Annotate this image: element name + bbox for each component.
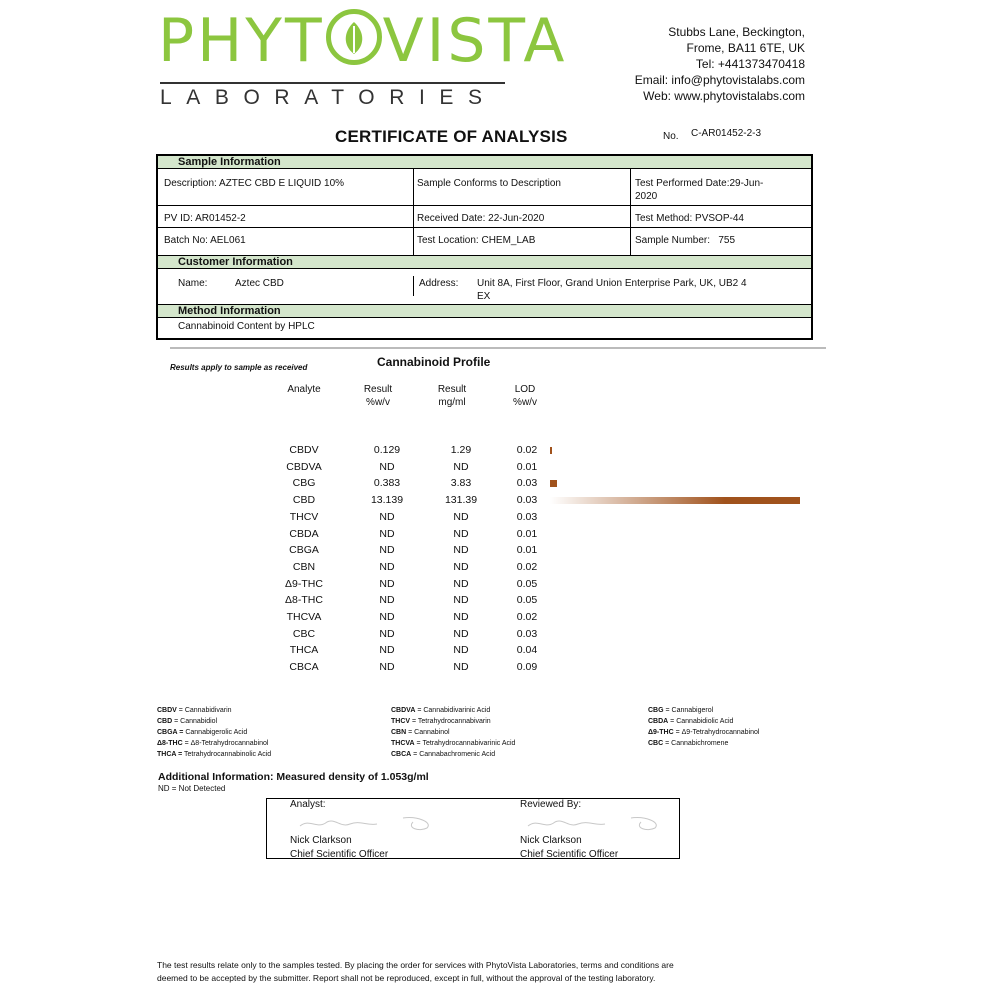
- analyte-name: CBDVA: [286, 460, 322, 473]
- result-mg: ND: [453, 577, 469, 590]
- customer-name-label: Name:: [178, 278, 208, 289]
- result-pct: ND: [379, 577, 395, 590]
- analyte-name: CBGA: [289, 544, 319, 557]
- result-pct: 0.383: [373, 477, 401, 490]
- result-pct: ND: [379, 644, 395, 657]
- lod-value: 0.02: [516, 611, 538, 623]
- header-lod: LOD %w/v: [513, 384, 537, 408]
- lod-value: 0.03: [516, 627, 538, 640]
- certificate-number: C-AR01452-2-3: [691, 128, 762, 139]
- address-line: Web: www.phytovistalabs.com: [643, 89, 805, 103]
- analyte-name: CBDV: [289, 444, 319, 456]
- address-line: Stubbs Lane, Beckington,: [668, 25, 805, 39]
- result-pct: ND: [379, 510, 395, 523]
- result-mg: ND: [453, 544, 469, 557]
- description: Description: AZTEC CBD E LIQUID 10%: [164, 178, 345, 189]
- analyte-name: CBDA: [289, 527, 319, 540]
- divider: [413, 169, 414, 255]
- reviewer-signature: [523, 812, 663, 834]
- result-pct: 13.139: [370, 494, 404, 507]
- result-mg: ND: [453, 510, 469, 523]
- sample-conforms: Sample Conforms to Description: [417, 178, 561, 189]
- result-mg: ND: [453, 644, 469, 657]
- abbreviations-col2: [391, 705, 515, 760]
- result-pct: ND: [379, 460, 395, 473]
- divider: [630, 169, 631, 255]
- abbreviation-entry: CBN = Cannabinol: [391, 729, 450, 736]
- analyst-name: Nick Clarkson: [290, 835, 352, 846]
- additional-info: Additional Information: Measured density of 1.053g/ml: [158, 771, 429, 783]
- analyte-name: THCA: [289, 644, 319, 657]
- method-info-heading: Method Information: [158, 305, 811, 318]
- results-note: Results apply to sample as received: [170, 363, 308, 372]
- result-mg: ND: [453, 661, 469, 674]
- header-result-mg: Result mg/ml: [437, 384, 467, 408]
- logo-subtitle: LABORATORIES: [160, 86, 497, 109]
- analyst-title: Chief Scientific Officer: [290, 849, 389, 860]
- result-mg: 3.83: [450, 477, 472, 490]
- sample-number: Sample Number: 755: [635, 235, 736, 246]
- analyte-name: THCV: [289, 510, 319, 523]
- abbreviation-entry: Δ9-THC = Δ9-Tetrahydrocannabinol: [648, 729, 760, 736]
- result-pct: ND: [379, 661, 395, 674]
- divider: [158, 205, 811, 206]
- abbreviation-entry: THCV = Tetrahydrocannabivarin: [391, 718, 491, 725]
- abbreviation-entry: CBCA = Cannabachromenic Acid: [391, 751, 496, 758]
- analyte-name: CBN: [292, 560, 316, 573]
- reviewer-title: Chief Scientific Officer: [520, 849, 619, 860]
- abbreviation-entry: CBG = Cannabigerol: [648, 707, 714, 714]
- analyte-name: CBD: [292, 494, 316, 507]
- abbreviation-entry: THCVA = Tetrahydrocannabivarinic Acid: [391, 740, 516, 747]
- analyte-name: Δ8-THC: [285, 594, 323, 607]
- result-mg: 1.29: [450, 444, 472, 456]
- lod-value: 0.01: [516, 460, 538, 473]
- sample-info-heading: Sample Information: [158, 156, 811, 169]
- reviewer-label: Reviewed By:: [520, 799, 582, 810]
- result-mg: ND: [453, 611, 469, 623]
- analyte-name: CBG: [292, 477, 316, 490]
- certificate-title: CERTIFICATE OF ANALYSIS: [335, 127, 568, 146]
- test-method: Test Method: PVSOP-44: [635, 213, 744, 224]
- abbreviation-entry: CBDV = Cannabidivarin: [157, 707, 232, 714]
- customer-address-label: Address:: [419, 278, 459, 289]
- result-pct: ND: [379, 527, 395, 540]
- lod-value: 0.01: [516, 544, 538, 557]
- lod-value: 0.09: [516, 661, 538, 674]
- lab-address: [635, 24, 805, 104]
- analyst-label: Analyst:: [290, 799, 326, 810]
- result-pct: ND: [379, 611, 395, 623]
- footer-disclaimer: The test results relate only to the samples tested. By placing the order for services with PhytoVista Laboratories, terms and conditions are deemed to be accepted by the submitter. Report shall not be reproduced, except in full, without the approval of the testing laboratory.: [157, 960, 674, 983]
- section-rule: [170, 347, 826, 349]
- received-date: Received Date: 22-Jun-2020: [417, 213, 545, 224]
- abbreviation-entry: CBDA = Cannabidiolic Acid: [648, 718, 734, 725]
- abbreviations-col3: [648, 705, 759, 749]
- abbreviation-entry: CBC = Cannabichromene: [648, 740, 729, 747]
- abbreviation-entry: CBD = Cannabidiol: [157, 718, 218, 725]
- batch-no: Batch No: AEL061: [164, 235, 246, 246]
- result-pct: 0.129: [373, 444, 401, 456]
- result-mg: 131.39: [444, 494, 478, 507]
- result-mg: ND: [453, 627, 469, 640]
- pv-id: PV ID: AR01452-2: [164, 213, 246, 224]
- abbreviation-entry: THCA = Tetrahydrocannabinolic Acid: [157, 751, 272, 758]
- lod-value: 0.02: [516, 560, 538, 573]
- address-line: Tel: +441373470418: [695, 57, 805, 71]
- method-description: Cannabinoid Content by HPLC: [178, 321, 315, 332]
- lod-value: 0.03: [516, 477, 538, 490]
- abbreviation-entry: Δ8-THC = Δ8-Tetrahydrocannabinol: [157, 740, 269, 747]
- analyte-name: CBCA: [289, 661, 319, 674]
- analyte-name: CBC: [292, 627, 316, 640]
- lod-value: 0.04: [516, 644, 538, 657]
- result-bar: [550, 497, 800, 504]
- analyte-name: THCVA: [286, 611, 322, 623]
- test-location: Test Location: CHEM_LAB: [417, 235, 536, 246]
- lod-value: 0.05: [516, 594, 538, 607]
- address-line: Email: info@phytovistalabs.com: [634, 73, 805, 87]
- customer-info-heading: Customer Information: [158, 256, 811, 269]
- abbreviations-col1: [157, 705, 271, 760]
- result-pct: ND: [379, 560, 395, 573]
- customer-address: Unit 8A, First Floor, Grand Union Enterprise Park, UK, UB2 4 EX: [477, 278, 747, 302]
- reviewer-name: Nick Clarkson: [520, 835, 582, 846]
- certificate-number-label: No.: [663, 131, 679, 142]
- profile-title: Cannabinoid Profile: [377, 355, 491, 369]
- lod-value: 0.02: [516, 444, 538, 456]
- customer-name: Aztec CBD: [235, 278, 284, 289]
- lod-value: 0.01: [516, 527, 538, 540]
- lod-value: 0.03: [516, 510, 538, 523]
- result-pct: ND: [379, 594, 395, 607]
- divider: [413, 276, 414, 296]
- result-pct: ND: [379, 544, 395, 557]
- lod-value: 0.05: [516, 577, 538, 590]
- abbreviation-entry: CBDVA = Cannabidivarinic Acid: [391, 707, 491, 714]
- analyte-name: Δ9-THC: [285, 577, 323, 590]
- header-analyte: Analyte: [287, 384, 321, 395]
- analyst-signature: [295, 812, 435, 834]
- result-bar: [550, 480, 557, 487]
- company-logo: PHYT VISTA: [158, 6, 568, 76]
- result-mg: ND: [453, 560, 469, 573]
- leaf-o-icon: [326, 9, 382, 65]
- result-mg: ND: [453, 460, 469, 473]
- address-line: Frome, BA11 6TE, UK: [686, 41, 805, 55]
- divider: [158, 227, 811, 228]
- abbreviation-entry: CBGA = Cannabigerolic Acid: [157, 729, 248, 736]
- result-mg: ND: [453, 594, 469, 607]
- result-bar: [550, 447, 552, 454]
- result-pct: ND: [379, 627, 395, 640]
- logo-divider: [160, 82, 505, 84]
- lod-value: 0.03: [516, 494, 538, 507]
- header-result-pct: Result %w/v: [363, 384, 393, 408]
- test-performed-date: Test Performed Date:29-Jun- 2020: [635, 178, 764, 202]
- nd-note: ND = Not Detected: [158, 784, 226, 793]
- result-mg: ND: [453, 527, 469, 540]
